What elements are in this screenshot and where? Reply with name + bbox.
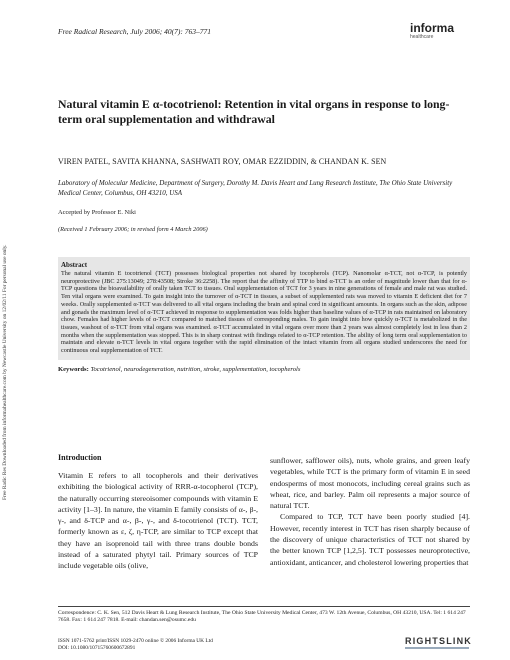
correspondence-note: Correspondence: C. K. Sen, 512 Davis Heart & Lung Research Institute, The Ohio State University Medical Center, 473 W. 12th Avenue, Columbus, OH 43210, USA. Tel: 1 614 247 7658. Fax: 1 614 247 7818. E-mail: chandan.sen@osumc.edu <box>58 610 466 624</box>
keywords <box>58 366 470 373</box>
author-list: VIREN PATEL, SAVITA KHANNA, SASHWATI ROY, OMAR EZZIDDIN, & CHANDAN K. SEN <box>58 157 387 166</box>
accepted-by: Accepted by Professor E. Niki <box>58 209 136 216</box>
rightslink-logo[interactable] <box>405 636 473 649</box>
intro-paragraph-1: Vitamin E refers to all tocopherols and their derivatives exhibiting the biological activity of RRR-α-tocopherol (TCP), the naturally occurring stereoisomer compounds with vitamin E activity [1–3]. In nature, the vitamin E family consists of α-, β-, γ-, and δ-TCP and α-, β-, γ-, and δ-tocotrienol (TCT). TCT, formerly known as ε, ζ, η-TCP, are similar to TCP except that they have an isoprenoid tail with three trans double bonds instead of a saturated phytyl tail. Primary sources of TCP include vegetable oils (olive, <box>58 471 258 571</box>
issn-line: ISSN 1071-5762 print/ISSN 1029-2470 online © 2006 Informa UK Ltd <box>58 638 213 644</box>
rightslink-bar <box>405 647 469 649</box>
journal-citation: Free Radical Research, July 2006; 40(7): 763–771 <box>58 27 211 36</box>
intro-column-right <box>270 455 470 568</box>
rightslink-label: RIGHTSLINK <box>405 636 472 646</box>
download-note: Free Radic Res Downloaded from informahealthcare.com by Newcastle University on 12/02/11 For personal use only. <box>2 244 8 500</box>
abstract-heading: Abstract <box>61 261 88 269</box>
abstract-text: The natural vitamin E tocotrienol (TCT) possesses biological properties not shared by tocopherols (TCP). Nanomolar α-TCT, not α-TCP, is potently neuroprotective (JBC 275:13049; 278:43508; Stroke 36:2258). The report that the affinity of TTP to bind α-TCT is an order of magnitude lower than that for α-TCP questions the bioavailability of orally taken TCT to tissues. Oral supplementation of TCT for 3 years in nine generations of female and male rat was studied. Ten vital organs were examined. To gain insight into the turnover of α-TCT in tissues, a subset of supplemented rats was moved to vitamin E deficient diet for 7 weeks. Orally supplemented α-TCT was delivered to all vital organs including the brain and spinal cord in significant amounts. In organs such as the skin, adipose and gonads the maximum level of α-TCT achieved in response to supplementation was folds higher than baseline values of α-TCP in rats maintained on laboratory chow. Females had higher levels of α-TCT compared to matched tissues of corresponding males. To gain insight into how quickly α-TCT is metabolized in the tissues, washout of α-TCT from vital organs was examined. α-TCT accumulated in vital organs over more than 2 years was almost completely lost in less than 2 months when the supplementation was stopped. This is in sharp contrast with findings related to α-TCP retention. The ability of long term oral supplementation to maintain and elevate α-TCT levels in vital organs together with the rapid elimination of the intact vitamin from all organs studied underscores the need for continuous oral supplementation of TCT. <box>61 270 467 355</box>
publisher-logo-sub: healthcare <box>410 34 434 40</box>
intro-paragraph-2: sunflower, safflower oils), nuts, whole grains, and green leafy vegetables, while TCT is the primary form of vitamin E in seed endosperms of most monocots, including cereal grains such as wheat, rice, and barley. Palm oil represents a major source of natural TCT. <box>270 456 470 511</box>
keywords-value: Tocotrienol, neurodegeneration, nutrition, stroke, supplementation, tocopherols <box>90 366 301 373</box>
footnote-rule <box>58 606 470 607</box>
doi-line: DOI: 10.1080/10715760600672891 <box>58 645 136 651</box>
affiliation: Laboratory of Molecular Medicine, Department of Surgery, Dorothy M. Davis Heart and Lung Research Institute, The Ohio State University Medical Center, Columbus, OH 43210, USA <box>58 179 453 197</box>
keywords-label: Keywords: <box>58 366 89 373</box>
publisher-logo-name: informa <box>410 21 455 35</box>
publisher-logo <box>410 22 470 40</box>
intro-paragraph-3: Compared to TCP, TCT have been poorly studied [4]. However, recently interest in TCT has risen sharply because of the discovery of unique characteristics of TCT not shared by the better known TCP [1,2,5]. TCT possesses neuroprotective, antioxidant, anticancer, and cholesterol lowering properties that <box>270 512 470 567</box>
download-sidebar <box>2 180 18 500</box>
article-title: Natural vitamin E α-tocotrienol: Retention in vital organs in response to long-term oral supplementation and withdrawal <box>58 97 450 126</box>
issn-doi <box>58 638 213 652</box>
received-dates: (Received 1 February 2006; in revised form 4 March 2006) <box>58 226 208 233</box>
intro-heading: Introduction <box>58 453 102 462</box>
intro-column-left <box>58 470 258 572</box>
